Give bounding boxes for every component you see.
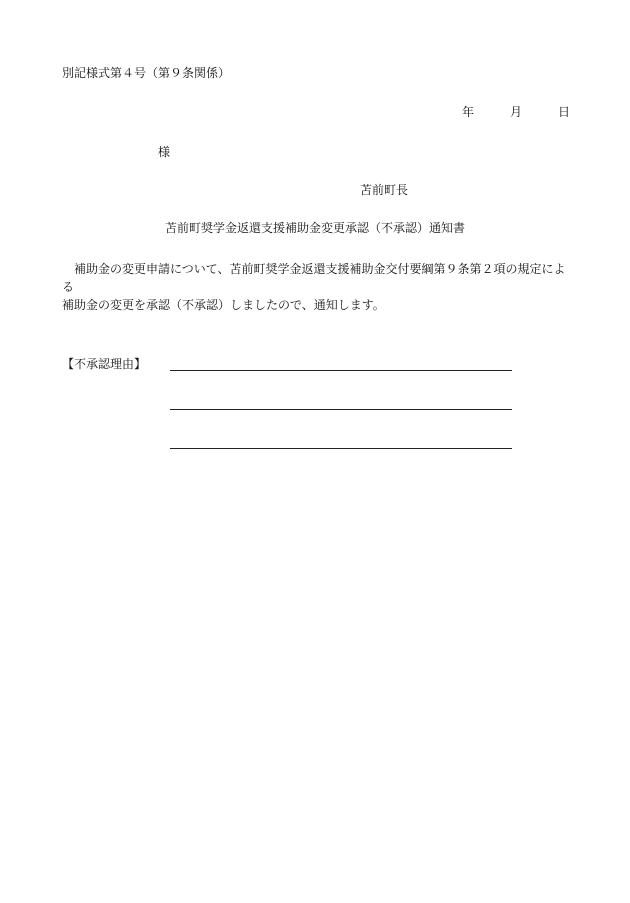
issuer-name: 苫前町長 <box>360 183 409 197</box>
addressee-honorific: 様 <box>158 145 171 159</box>
reason-line-2 <box>170 409 512 410</box>
date-line <box>462 106 570 118</box>
body-line-1: 補助金の変更申請について、苫前町奨学金返還支援補助金交付要綱第９条第２項の規定による <box>62 262 566 294</box>
date-month: 月 <box>509 105 522 119</box>
reason-line-1 <box>170 370 512 371</box>
date-day: 日 <box>557 105 570 119</box>
reason-label: 【不承認理由】 <box>62 357 147 371</box>
date-year: 年 <box>461 105 474 119</box>
form-number: 別記様式第４号（第９条関係） <box>62 66 231 80</box>
document-title: 苫前町奨学金返還支援補助金変更承認（不承認）通知書 <box>164 221 465 235</box>
body-text <box>62 260 574 314</box>
reason-line-3 <box>170 448 512 449</box>
body-line-2: 補助金の変更を承認（不承認）しましたので、通知します。 <box>62 298 385 312</box>
